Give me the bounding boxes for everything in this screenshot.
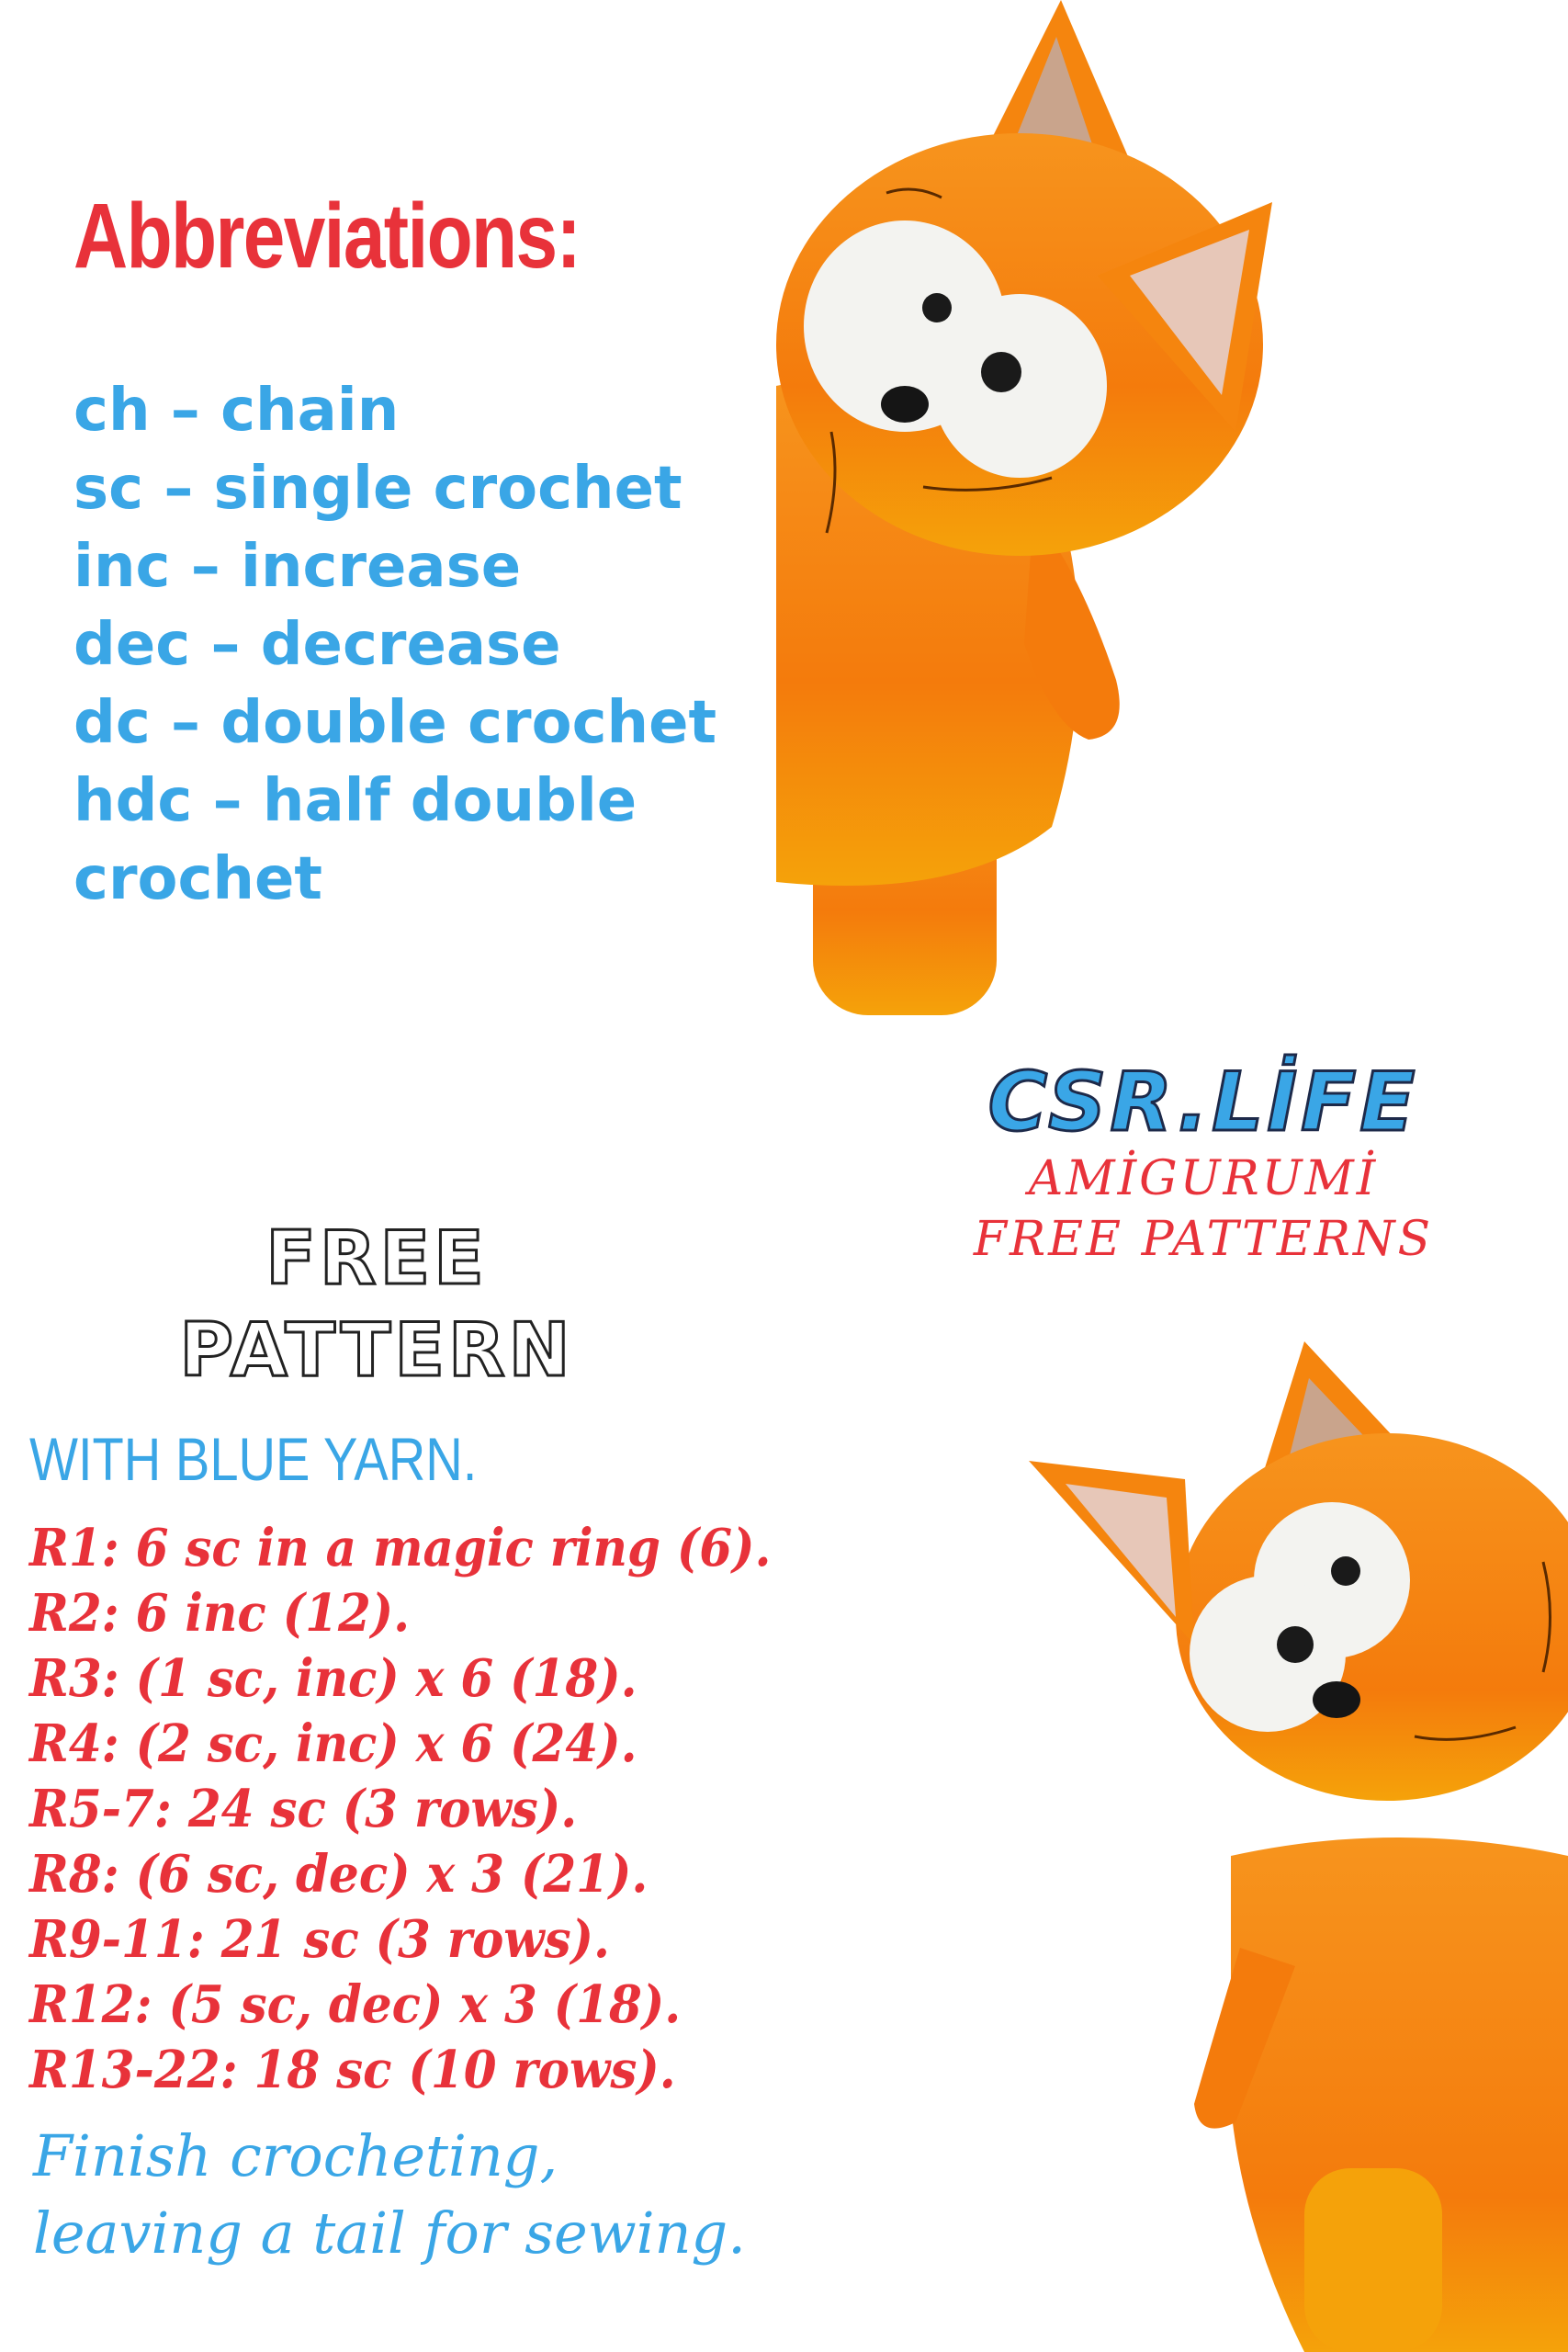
amigurumi-cat-photo-bottom (1029, 1341, 1568, 2352)
abbreviation-item: dc – double crochet (73, 689, 717, 757)
abbreviations-list (73, 372, 716, 919)
pattern-row: R8: (6 sc, dec) x 3 (21). (29, 1844, 649, 1905)
pattern-row: R12: (5 sc, dec) x 3 (18). (29, 1974, 682, 2035)
abbreviation-item: hdc – half double (73, 767, 637, 835)
brand-tagline-line1: AMİGURUMİ (1028, 1151, 1379, 1206)
pattern-row: R1: 6 sc in a magic ring (6). (29, 1518, 772, 1578)
amigurumi-cat-photo-top (776, 0, 1568, 1015)
abbreviation-item: inc – increase (73, 533, 522, 601)
finish-line1: Finish crocheting, (33, 2122, 558, 2189)
pattern-row: R3: (1 sc, inc) x 6 (18). (29, 1648, 637, 1709)
pattern-row: R5-7: 24 sc (3 rows). (29, 1779, 578, 1839)
abbreviation-item: crochet (73, 845, 322, 913)
abbreviation-item: ch – chain (73, 377, 400, 445)
free-pattern-line2: PATTERN (179, 1307, 574, 1393)
pattern-row: R13-22: 18 sc (10 rows). (29, 2040, 676, 2100)
finish-line2: leaving a tail for sewing. (33, 2199, 746, 2267)
pattern-row: R4: (2 sc, inc) x 6 (24). (29, 1713, 637, 1774)
brand-tagline-line2: FREE PATTERNS (973, 1212, 1434, 1267)
pattern-row: R9-11: 21 sc (3 rows). (29, 1909, 610, 1970)
brand-name: CSR.LİFE (987, 1055, 1419, 1149)
pattern-row: R2: 6 inc (12). (29, 1583, 411, 1644)
abbreviation-item: sc – single crochet (73, 455, 682, 523)
finish-instruction (33, 2118, 746, 2272)
free-pattern-line1: FREE (265, 1216, 488, 1301)
free-pattern-badge (138, 1213, 615, 1396)
abbreviations-title: Abbreviations: (73, 185, 581, 288)
yarn-instruction: WITH BLUE YARN. (29, 1425, 478, 1493)
brand-logo (955, 1057, 1451, 1270)
abbreviation-item: dec – decrease (73, 611, 561, 679)
pattern-rows (29, 1516, 836, 2103)
